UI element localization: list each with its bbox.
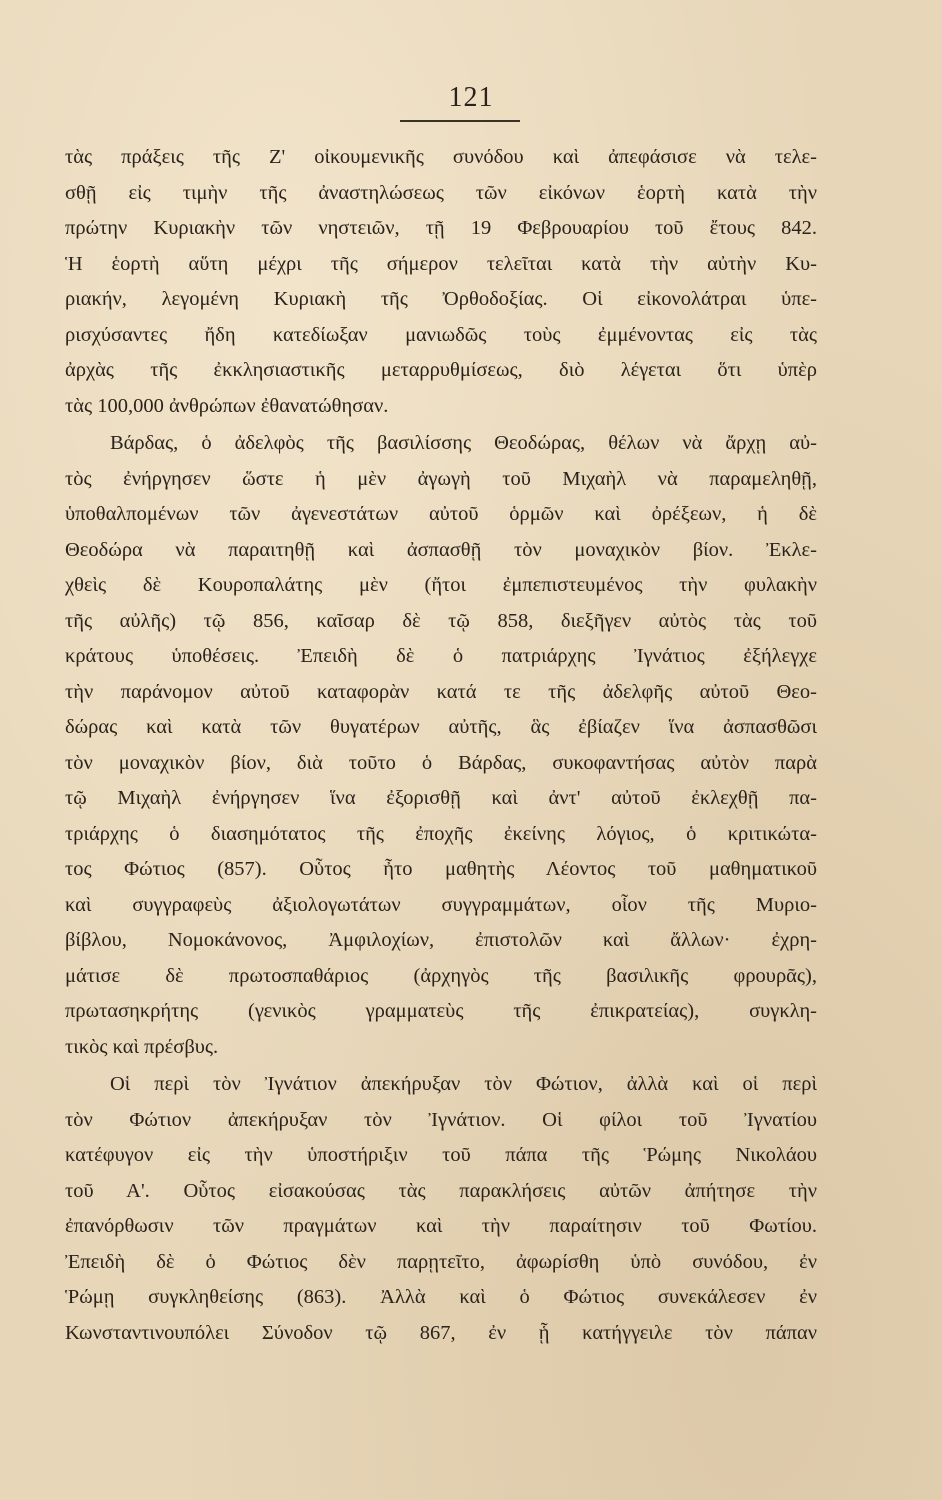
paragraph-1	[65, 140, 817, 424]
text-line: τριάρχης ὁ διασημότατος τῆς ἐποχῆς ἐκείνης λόγιος, ὁ κριτικώτα-	[65, 822, 817, 845]
text-line: ἐπανόρθωσιν τῶν πραγμάτων καὶ τὴν παραίτησιν τοῦ Φωτίου.	[65, 1215, 817, 1237]
text-line: τος Φώτιος (857). Οὗτος ἦτο μαθητὴς Λέοντος τοῦ μαθηματικοῦ	[65, 858, 817, 880]
text-line: Ἡ ἑορτὴ αὕτη μέχρι τῆς σήμερον τελεῖται κατὰ τὴν αὐτὴν Κυ-	[65, 252, 817, 275]
text-line: δώρας καὶ κατὰ τῶν θυγατέρων αὐτῆς, ἃς ἐβίαζεν ἵνα ἀσπασθῶσι	[65, 716, 817, 738]
text-line: τὰς 100,000 ἀνθρώπων ἐθανατώθησαν.	[65, 394, 389, 417]
text-line: Κωνσταντινουπόλει Σύνοδον τῷ 867, ἐν ᾗ κατήγγειλε τὸν πάπαν	[65, 1321, 817, 1344]
text-line: τὰς πράξεις τῆς Ζ' οἰκουμενικῆς συνόδου καὶ ἀπεφάσισε νὰ τελε-	[65, 146, 817, 168]
text-line: ρισχύσαντες ἤδη κατεδίωξαν μανιωδῶς τοὺς ἐμμένοντας εἰς τὰς	[65, 323, 817, 346]
text-line: κράτους ὑποθέσεις. Ἐπειδὴ δὲ ὁ πατριάρχης Ἰγνάτιος ἐξήλεγχε	[65, 645, 817, 667]
text-line: Βάρδας, ὁ ἀδελφὸς τῆς βασιλίσσης Θεοδώρας, θέλων νὰ ἄρχῃ αὐ-	[110, 432, 817, 454]
text-line: τὸς ἐνήργησεν ὥστε ἡ μὲν ἀγωγὴ τοῦ Μιχαὴλ νὰ παραμεληθῇ,	[65, 467, 817, 490]
text-line: πρωτασηκρήτης (γενικὸς γραμματεὺς τῆς ἐπικρατείας), συγκλη-	[65, 1000, 817, 1022]
text-line: Ἐπειδὴ δὲ ὁ Φώτιος δὲν παρῃτεῖτο, ἀφωρίσθη ὑπὸ συνόδου, ἐν	[65, 1250, 817, 1273]
header-rule	[400, 120, 520, 122]
paragraph-3	[65, 1067, 817, 1351]
text-line: μάτισε δὲ πρωτοσπαθάριος (ἀρχηγὸς τῆς βασιλικῆς φρουρᾶς),	[65, 964, 817, 987]
text-line: τῆς αὐλῆς) τῷ 856, καῖσαρ δὲ τῷ 858, διεξῆγεν αὐτὸς τὰς τοῦ	[65, 609, 817, 632]
body-text	[65, 140, 817, 1351]
page-number: 121	[448, 82, 494, 113]
text-line: σθῇ εἰς τιμὴν τῆς ἀναστηλώσεως τῶν εἰκόνων ἑορτὴ κατὰ τὴν	[65, 181, 817, 204]
text-line: τὸν μοναχικὸν βίον, διὰ τοῦτο ὁ Βάρδας, συκοφαντήσας αὐτὸν παρὰ	[65, 751, 817, 774]
text-line: κατέφυγον εἰς τὴν ὑποστήριξιν τοῦ πάπα τῆς Ῥώμης Νικολάου	[65, 1144, 817, 1166]
text-line: τικὸς καὶ πρέσβυς.	[65, 1035, 219, 1058]
text-line: τὴν παράνομον αὐτοῦ καταφορὰν κατά τε τῆς ἀδελφῆς αὐτοῦ Θεο-	[65, 680, 817, 703]
text-line: Οἱ περὶ τὸν Ἰγνάτιον ἀπεκήρυξαν τὸν Φώτιον, ἀλλὰ καὶ οἱ περὶ	[110, 1073, 817, 1095]
text-line: Ῥώμῃ συγκληθείσης (863). Ἀλλὰ καὶ ὁ Φώτιος συνεκάλεσεν ἐν	[65, 1286, 817, 1308]
text-line: βίβλου, Νομοκάνονος, Ἀμφιλοχίων, ἐπιστολῶν καὶ ἄλλων· ἐχρη-	[65, 929, 817, 951]
paragraph-2	[65, 426, 817, 1065]
text-line: τοῦ Α'. Οὗτος εἰσακούσας τὰς παρακλήσεις αὐτῶν ἀπήτησε τὴν	[65, 1179, 817, 1202]
text-line: ὑποθαλπομένων τῶν ἀγενεστάτων αὐτοῦ ὁρμῶν καὶ ὀρέξεων, ἡ δὲ	[65, 503, 817, 525]
text-line: τῷ Μιχαὴλ ἐνήργησεν ἵνα ἐξορισθῇ καὶ ἀντ' αὐτοῦ ἐκλεχθῇ πα-	[65, 787, 817, 809]
text-line: Θεοδώρα νὰ παραιτηθῇ καὶ ἀσπασθῇ τὸν μοναχικὸν βίον. Ἐκλε-	[65, 538, 817, 561]
text-line: πρώτην Κυριακὴν τῶν νηστειῶν, τῇ 19 Φεβρουαρίου τοῦ ἔτους 842.	[65, 217, 817, 239]
text-line: ἀρχὰς τῆς ἐκκλησιαστικῆς μεταρρυθμίσεως, διὸ λέγεται ὅτι ὑπὲρ	[65, 359, 817, 381]
text-line: χθεὶς δὲ Κουροπαλάτης μὲν (ἤτοι ἐμπεπιστευμένος τὴν φυλακὴν	[65, 574, 817, 596]
text-line: τὸν Φώτιον ἀπεκήρυξαν τὸν Ἰγνάτιον. Οἱ φίλοι τοῦ Ἰγνατίου	[65, 1108, 817, 1131]
text-line: ριακήν, λεγομένη Κυριακὴ τῆς Ὀρθοδοξίας. Οἱ εἰκονολάτραι ὑπε-	[65, 288, 817, 310]
text-line: καὶ συγγραφεὺς ἀξιολογωτάτων συγγραμμάτων, οἷον τῆς Μυριο-	[65, 893, 817, 916]
